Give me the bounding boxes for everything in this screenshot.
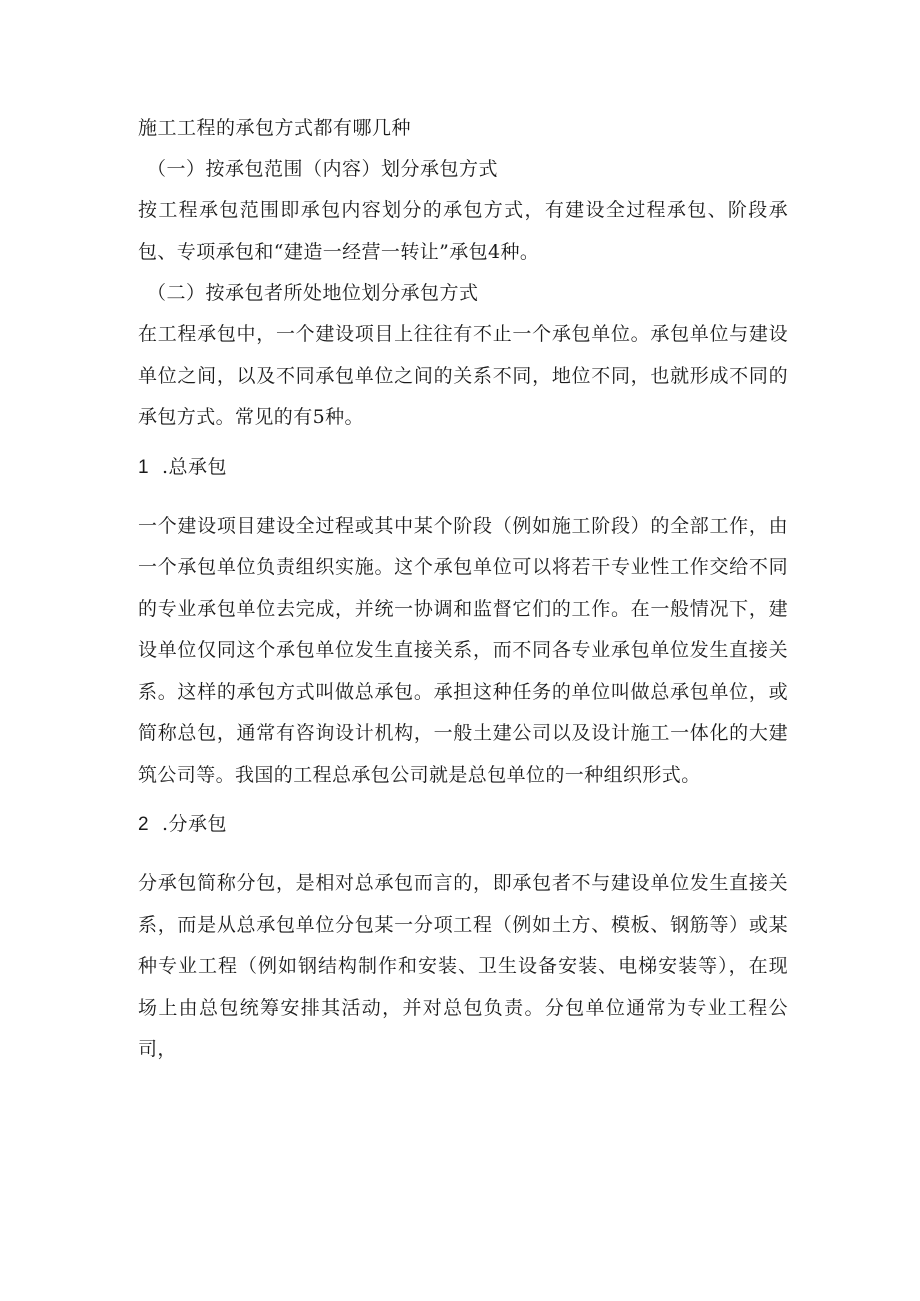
document-title: 施工工程的承包方式都有哪几种 [138,117,412,139]
item1-heading [138,447,788,488]
item1-number: 1 [138,456,150,478]
item1-title: .总承包 [162,455,228,478]
item2-title: .分承包 [162,813,228,835]
document-body [138,108,788,1071]
item2-number: 2 [138,814,150,835]
item2-heading [138,804,788,845]
item2-paragraph: 分承包简称分包，是相对总承包而言的，即承包者不与建设单位发生直接关系，而是从总承包单位分包某一分项工程（例如土方、模板、钢筋等）或某种专业工程（例如钢结构制作和安装、卫生设备安装、电梯安装等），在现场上由总包统筹安排其活动，并对总包负责。分包单位通常为专业工程公司， [138,872,788,1060]
section1-paragraph: 按工程承包范围即承包内容划分的承包方式，有建设全过程承包、阶段承包、专项承包和“建造一经营一转让”承包4种。 [138,199,788,263]
section1-heading: （一）按承包范围（内容）划分承包方式 [147,158,499,180]
section2-heading: （二）按承包者所处地位划分承包方式 [147,282,479,304]
item1-paragraph: 一个建设项目建设全过程或其中某个阶段（例如施工阶段）的全部工作，由一个承包单位负责组织实施。这个承包单位可以将若干专业性工作交给不同的专业承包单位去完成，并统一协调和监督它们的工作。在一般情况下，建设单位仅同这个承包单位发生直接关系，而不同各专业承包单位发生直接关系。这样的承包方式叫做总承包。承担这种任务的单位叫做总承包单位，或简称总包，通常有咨询设计机构，一般土建公司以及设计施工一体化的大建筑公司等。我国的工程总承包公司就是总包单位的一种组织形式。 [138,514,788,786]
section2-paragraph: 在工程承包中，一个建设项目上往往有不止一个承包单位。承包单位与建设单位之间，以及不同承包单位之间的关系不同，地位不同，也就形成不同的承包方式。常见的有5种。 [138,323,788,428]
